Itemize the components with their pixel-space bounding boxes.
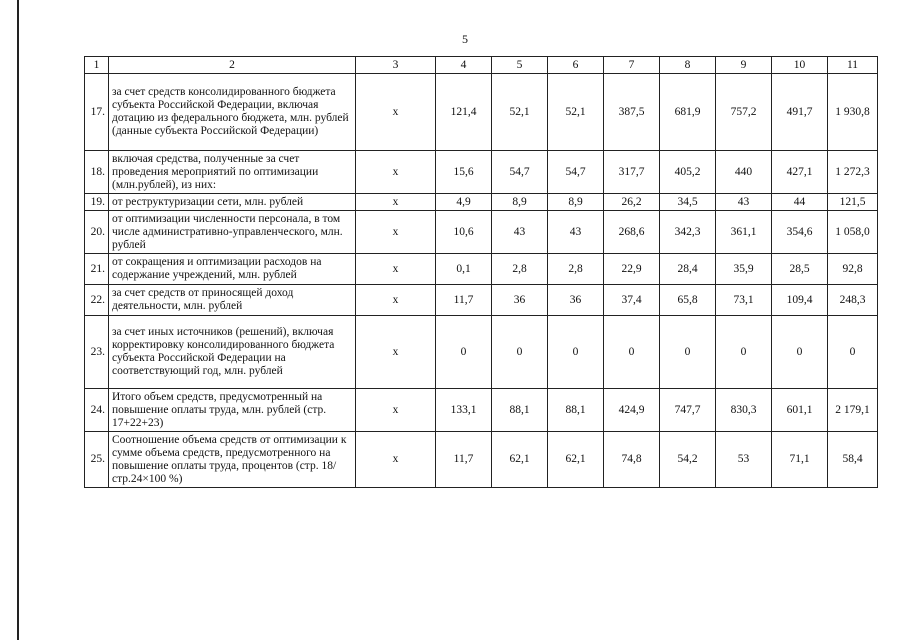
table-row [85, 316, 878, 389]
row-value: 405,2 [660, 151, 716, 194]
header-row [85, 57, 878, 74]
row-number: 20. [85, 211, 109, 254]
row-value: 36 [492, 285, 548, 316]
row-value: 133,1 [436, 389, 492, 432]
table-row [85, 211, 878, 254]
row-value: 440 [716, 151, 772, 194]
column-header: 1 [85, 57, 109, 74]
row-value: 88,1 [492, 389, 548, 432]
table-row [85, 194, 878, 211]
row-value: 424,9 [604, 389, 660, 432]
row-value: 43 [492, 211, 548, 254]
row-value: 387,5 [604, 74, 660, 151]
row-value: 747,7 [660, 389, 716, 432]
row-value: 52,1 [492, 74, 548, 151]
row-description: Соотношение объема средств от оптимизации к сумме объема средств, предусмотренного на повышение оплаты труда, процентов (стр. 18/стр.24×100 %) [109, 432, 356, 488]
row-description: за счет средств от приносящей доход деятельности, млн. рублей [109, 285, 356, 316]
row-number: 22. [85, 285, 109, 316]
row-value: 830,3 [716, 389, 772, 432]
row-value: 8,9 [548, 194, 604, 211]
row-value: 92,8 [828, 254, 878, 285]
row-column-3: х [356, 432, 436, 488]
column-header: 9 [716, 57, 772, 74]
row-value: 35,9 [716, 254, 772, 285]
row-value: 0 [716, 316, 772, 389]
column-header: 6 [548, 57, 604, 74]
row-value: 0 [548, 316, 604, 389]
row-column-3: х [356, 389, 436, 432]
row-value: 54,7 [548, 151, 604, 194]
row-value: 354,6 [772, 211, 828, 254]
row-value: 53 [716, 432, 772, 488]
column-header: 8 [660, 57, 716, 74]
row-value: 0 [604, 316, 660, 389]
row-value: 1 930,8 [828, 74, 878, 151]
row-value: 88,1 [548, 389, 604, 432]
row-value: 2,8 [548, 254, 604, 285]
column-header: 10 [772, 57, 828, 74]
row-value: 37,4 [604, 285, 660, 316]
row-number: 18. [85, 151, 109, 194]
table-row [85, 74, 878, 151]
row-value: 54,2 [660, 432, 716, 488]
row-value: 121,5 [828, 194, 878, 211]
table-body [85, 74, 878, 488]
row-value: 317,7 [604, 151, 660, 194]
row-number: 21. [85, 254, 109, 285]
row-value: 43 [716, 194, 772, 211]
row-value: 0 [772, 316, 828, 389]
row-value: 121,4 [436, 74, 492, 151]
data-table [84, 56, 878, 488]
row-number: 23. [85, 316, 109, 389]
row-value: 34,5 [660, 194, 716, 211]
row-number: 19. [85, 194, 109, 211]
left-margin-line [17, 0, 19, 640]
row-value: 28,5 [772, 254, 828, 285]
row-value: 54,7 [492, 151, 548, 194]
row-column-3: х [356, 316, 436, 389]
row-description: от оптимизации численности персонала, в том числе административно-управленческого, млн. рублей [109, 211, 356, 254]
row-value: 58,4 [828, 432, 878, 488]
row-value: 22,9 [604, 254, 660, 285]
row-description: от сокращения и оптимизации расходов на содержание учреждений, млн. рублей [109, 254, 356, 285]
row-value: 43 [548, 211, 604, 254]
row-value: 491,7 [772, 74, 828, 151]
row-column-3: х [356, 194, 436, 211]
row-value: 4,9 [436, 194, 492, 211]
table-row [85, 285, 878, 316]
row-value: 73,1 [716, 285, 772, 316]
row-value: 74,8 [604, 432, 660, 488]
row-value: 0,1 [436, 254, 492, 285]
row-value: 342,3 [660, 211, 716, 254]
row-value: 681,9 [660, 74, 716, 151]
row-value: 71,1 [772, 432, 828, 488]
table-row [85, 254, 878, 285]
row-description: от реструктуризации сети, млн. рублей [109, 194, 356, 211]
row-description: за счет средств консолидированного бюджета субъекта Российской Федерации, включая дотацию из федерального бюджета, млн. рублей (данные субъекта Российской Федерации) [109, 74, 356, 151]
row-value: 109,4 [772, 285, 828, 316]
column-header: 4 [436, 57, 492, 74]
row-value: 427,1 [772, 151, 828, 194]
row-value: 11,7 [436, 285, 492, 316]
row-value: 52,1 [548, 74, 604, 151]
row-value: 0 [828, 316, 878, 389]
table-row [85, 432, 878, 488]
row-value: 44 [772, 194, 828, 211]
row-value: 26,2 [604, 194, 660, 211]
row-value: 757,2 [716, 74, 772, 151]
row-number: 25. [85, 432, 109, 488]
row-value: 36 [548, 285, 604, 316]
row-number: 24. [85, 389, 109, 432]
row-value: 0 [492, 316, 548, 389]
column-header: 2 [109, 57, 356, 74]
row-number: 17. [85, 74, 109, 151]
row-value: 0 [660, 316, 716, 389]
row-value: 65,8 [660, 285, 716, 316]
column-header: 11 [828, 57, 878, 74]
row-description: Итого объем средств, предусмотренный на повышение оплаты труда, млн. рублей (стр. 17+22+23) [109, 389, 356, 432]
column-header: 7 [604, 57, 660, 74]
row-value: 268,6 [604, 211, 660, 254]
row-value: 361,1 [716, 211, 772, 254]
row-value: 10,6 [436, 211, 492, 254]
row-description: за счет иных источников (решений), включая корректировку консолидированного бюджета субъекта Российской Федерации на соответствующий год, млн. рублей [109, 316, 356, 389]
row-value: 601,1 [772, 389, 828, 432]
row-value: 2,8 [492, 254, 548, 285]
row-value: 28,4 [660, 254, 716, 285]
row-value: 62,1 [492, 432, 548, 488]
row-value: 0 [436, 316, 492, 389]
row-value: 8,9 [492, 194, 548, 211]
page-number: 5 [462, 32, 468, 46]
table-row [85, 151, 878, 194]
row-column-3: х [356, 254, 436, 285]
row-column-3: х [356, 285, 436, 316]
row-value: 62,1 [548, 432, 604, 488]
row-column-3: х [356, 151, 436, 194]
row-value: 15,6 [436, 151, 492, 194]
row-value: 248,3 [828, 285, 878, 316]
row-column-3: х [356, 74, 436, 151]
column-header: 5 [492, 57, 548, 74]
row-description: включая средства, полученные за счет проведения мероприятий по оптимизации (млн.рублей), из них: [109, 151, 356, 194]
row-value: 11,7 [436, 432, 492, 488]
row-value: 2 179,1 [828, 389, 878, 432]
row-value: 1 058,0 [828, 211, 878, 254]
row-value: 1 272,3 [828, 151, 878, 194]
row-column-3: х [356, 211, 436, 254]
table-row [85, 389, 878, 432]
column-header: 3 [356, 57, 436, 74]
